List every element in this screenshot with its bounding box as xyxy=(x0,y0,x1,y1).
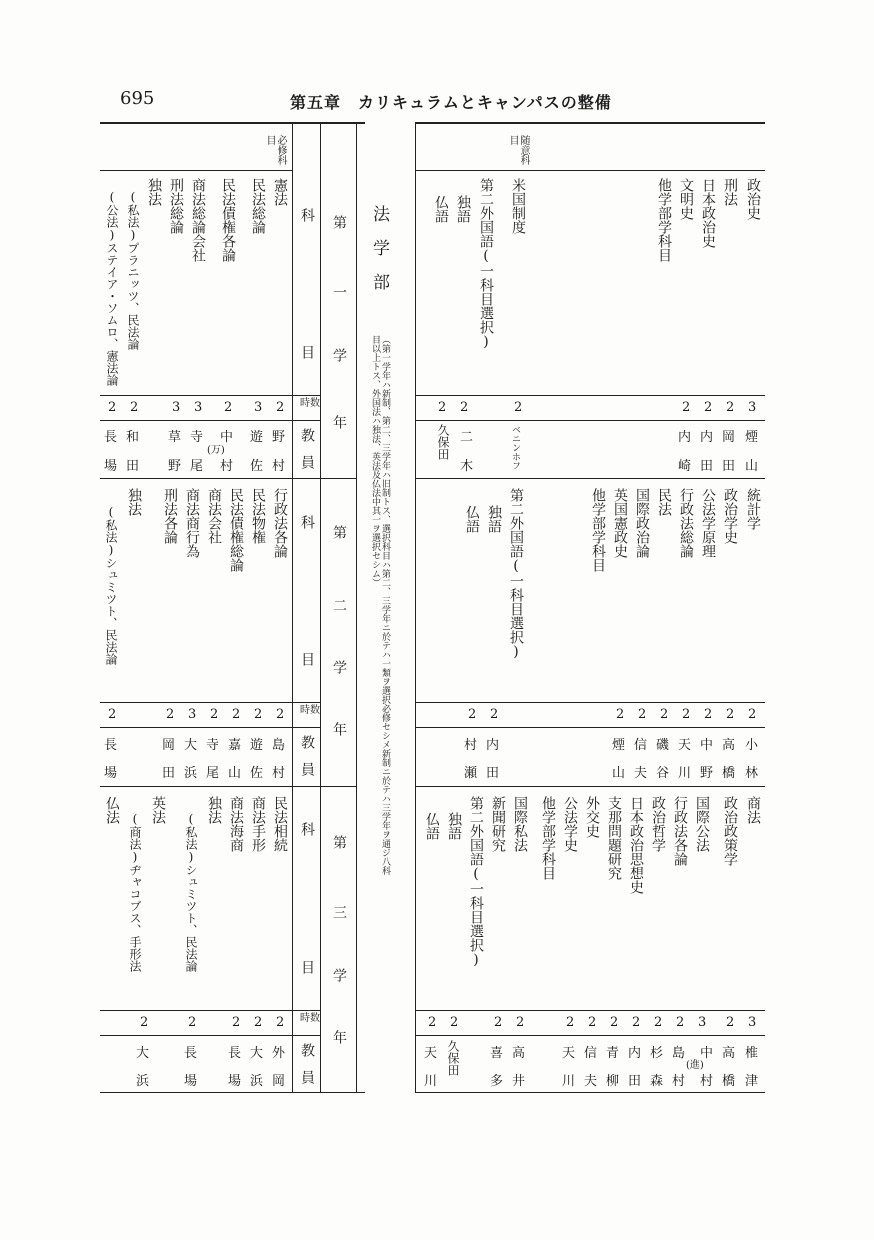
y3-elec-subject: 国際公法 xyxy=(694,796,710,852)
y2-req-subject: 刑法各論 xyxy=(162,488,178,544)
right-table-top-rule xyxy=(415,122,765,124)
y3-req-teacher: 長 xyxy=(184,1046,198,1061)
y3-elec-subject: 公法学史 xyxy=(562,796,578,852)
y3-req-teacher: 場 xyxy=(184,1074,198,1089)
y1-elec-subject: 刑法 xyxy=(722,178,738,206)
col-header-subject-y2: 科 xyxy=(299,515,315,529)
y2-req-hours: 2 xyxy=(210,707,219,722)
y3-elec-hours: 3 xyxy=(748,1015,757,1030)
y2-elec-hours: 2 xyxy=(468,707,477,722)
y3-req-teacher: 大 xyxy=(250,1046,264,1061)
y1-elec-hours: 3 xyxy=(748,400,757,415)
y1-req-teacher: 佐 xyxy=(250,459,264,474)
right-hours-rule-y1 xyxy=(415,395,765,396)
y2-elec-subject: 民法 xyxy=(656,488,672,516)
y2-req-subject: 民法物権 xyxy=(250,488,266,544)
col-header-teacher-y3: 教 xyxy=(299,1043,315,1057)
y1-elec-subject: 他学部学科目 xyxy=(656,178,672,262)
y3-elec-hours: 2 xyxy=(588,1015,597,1030)
y3-req-teacher: 場 xyxy=(228,1074,242,1089)
y2-elec-teacher: 村 xyxy=(464,738,478,753)
y2-elec-teacher: 煙 xyxy=(612,738,626,753)
y3-req-subject: 商法手形 xyxy=(250,796,266,852)
y1-elec-hours: 2 xyxy=(460,400,469,415)
y2-req-hours: 2 xyxy=(254,707,263,722)
y1-elec-subject: 日本政治史 xyxy=(700,178,716,248)
y2-req-hours: 2 xyxy=(276,707,285,722)
y3-elec-subject: 日本政治思想史 xyxy=(628,796,644,894)
y3-elec-teacher: 川 xyxy=(562,1074,576,1089)
y2-req-hours: 2 xyxy=(108,707,117,722)
y3-req-teacher: 外 xyxy=(272,1046,286,1061)
y2-req-subject: 商法商行為 xyxy=(184,488,200,558)
y2-elec-subject: 政治学史 xyxy=(722,488,738,544)
y1-req-subject: 刑法総論 xyxy=(168,178,184,234)
y1-elec-teacher: 煙 xyxy=(745,430,759,445)
y3-elec-subject: 商法 xyxy=(745,796,761,824)
y1-req-hours: 2 xyxy=(276,400,285,415)
left-hours-rule-y2b xyxy=(100,727,320,728)
right-year-sep-1 xyxy=(415,478,765,479)
y2-req-teacher: 嘉 xyxy=(228,738,242,753)
y3-elec-hours: 2 xyxy=(428,1015,437,1030)
y2-elec-teacher: 天 xyxy=(678,738,692,753)
y3-elec-teacher: 橋 xyxy=(722,1074,736,1089)
year2-label-d: 年 xyxy=(331,722,347,736)
y3-elec-teacher: 内 xyxy=(628,1046,642,1061)
y2-elec-teacher: 信 xyxy=(634,738,648,753)
y1-elec-teacher: 内 xyxy=(700,430,714,445)
right-table-bottom-rule xyxy=(415,1092,765,1093)
y1-req-teacher: 長 xyxy=(104,430,118,445)
y2-req-teacher: 浜 xyxy=(184,766,198,781)
y1-req-subject: (私法)プラニッツ、民法論 xyxy=(126,190,140,350)
y2-elec-teacher: 谷 xyxy=(656,766,670,781)
y3-req-teacher: 長 xyxy=(228,1046,242,1061)
col-header-teacher2-y1: 員 xyxy=(299,455,315,469)
y3-elec-subject: 新聞研究 xyxy=(490,796,506,852)
y1-elec-subject: 米国制度 xyxy=(510,178,526,234)
y2-elec-teacher: 山 xyxy=(612,766,626,781)
y1-elec-subject: 政治史 xyxy=(745,178,761,220)
y3-elec-teacher: 高 xyxy=(722,1046,736,1061)
year2-label-b: 二 xyxy=(331,598,347,612)
y3-elec-hours: 2 xyxy=(516,1015,525,1030)
year1-label-d: 年 xyxy=(331,415,347,429)
y1-req-teacher: 野 xyxy=(168,459,182,474)
y1-elec-hours: 2 xyxy=(514,400,523,415)
y1-elec-hours: 2 xyxy=(704,400,713,415)
left-hours-rule-y3 xyxy=(100,1010,320,1011)
y1-req-teacher: 遊 xyxy=(250,430,264,445)
y3-elec-teacher: 夫 xyxy=(584,1074,598,1089)
y2-elec-hours: 2 xyxy=(616,707,625,722)
right-hours-rule-y2 xyxy=(415,702,765,703)
y2-elec-subject: 独語 xyxy=(486,505,502,533)
right-hours-rule-y3b xyxy=(415,1035,765,1036)
col-header-teacher-y1: 教 xyxy=(299,428,315,442)
y2-elec-teacher: 田 xyxy=(486,766,500,781)
y3-elec-subject: 政治政策学 xyxy=(722,796,738,866)
y1-elec-teacher: 田 xyxy=(722,459,736,474)
y1-elec-teacher: 木 xyxy=(460,459,474,474)
y2-req-teacher: 山 xyxy=(228,766,242,781)
y3-elec-teacher: 天 xyxy=(424,1046,438,1061)
y3-req-teacher: 岡 xyxy=(272,1074,286,1089)
y1-elec-teacher: 岡 xyxy=(722,430,736,445)
y3-elec-hours: 2 xyxy=(450,1015,459,1030)
left-year-sep-2 xyxy=(100,786,356,787)
y1-elec-teacher: 田 xyxy=(700,459,714,474)
y3-elec-hours: 2 xyxy=(494,1015,503,1030)
y1-req-subject: 商法総論会社 xyxy=(190,178,206,262)
y3-elec-teacher: 津 xyxy=(745,1074,759,1089)
y1-elec-teacher: 山 xyxy=(745,459,759,474)
year3-label-b: 三 xyxy=(331,905,347,919)
right-year-sep-2 xyxy=(415,786,765,787)
y3-elec-subject: 行政法各論 xyxy=(672,796,688,866)
y2-elec-teacher: 川 xyxy=(678,766,692,781)
y2-req-teacher: 長 xyxy=(104,738,118,753)
y3-elec-teacher: 井 xyxy=(512,1074,526,1089)
year1-label-b: 一 xyxy=(331,285,347,299)
y3-elec-teacher: 島 xyxy=(672,1046,686,1061)
right-hours-rule-y1b xyxy=(415,420,765,421)
y3-elec-teacher: 杉 xyxy=(650,1046,664,1061)
y2-req-teacher: 佐 xyxy=(250,766,264,781)
y1-req-teacher: 尾 xyxy=(190,459,204,474)
y1-req-hours: 2 xyxy=(130,400,139,415)
y1-elec-hours: 2 xyxy=(438,400,447,415)
y2-req-teacher: 遊 xyxy=(250,738,264,753)
right-hours-rule-y2b xyxy=(415,727,765,728)
y2-elec-subject: 統計学 xyxy=(745,488,761,530)
y1-req-hours: 3 xyxy=(172,400,181,415)
y2-elec-hours: 2 xyxy=(490,707,499,722)
y2-req-teacher: 寺 xyxy=(206,738,220,753)
y3-elec-teacher: 信 xyxy=(584,1046,598,1061)
y1-elec-hours: 2 xyxy=(726,400,735,415)
y3-elec-teacher: 田 xyxy=(628,1074,642,1089)
y2-elec-teacher: 夫 xyxy=(634,766,648,781)
y1-elec-teacher: 久保田 xyxy=(436,424,450,460)
y3-req-hours: 2 xyxy=(232,1015,241,1030)
y2-elec-subject: 仏語 xyxy=(464,505,480,533)
y3-elec-subject: 国際私法 xyxy=(512,796,528,852)
y3-elec-subject: 支那問題研究 xyxy=(606,796,622,880)
y2-elec-subject: 国際政治論 xyxy=(634,488,650,558)
y3-elec-teacher: 多 xyxy=(490,1074,504,1089)
left-hours-rule-y1b xyxy=(100,420,320,421)
y2-req-hours: 2 xyxy=(232,707,241,722)
y2-elec-teacher: 橋 xyxy=(722,766,736,781)
y3-elec-teacher: (進) xyxy=(686,1060,704,1071)
col-header-hours-y1: 時数 xyxy=(300,398,320,409)
y1-req-teacher: 場 xyxy=(104,459,118,474)
right-hours-rule-y3 xyxy=(415,1010,765,1011)
y1-req-hours: 2 xyxy=(224,400,233,415)
y2-elec-subject: 公法学原理 xyxy=(700,488,716,558)
y1-elec-subject: 独語 xyxy=(455,195,471,223)
y3-req-hours: 2 xyxy=(276,1015,285,1030)
y1-elec-subject: 第二外国語(一科目選択) xyxy=(478,178,494,350)
y1-req-teacher: 中 xyxy=(220,430,234,445)
y3-elec-teacher: 青 xyxy=(606,1046,620,1061)
y3-req-subject: 商法海商 xyxy=(228,796,244,852)
y2-elec-subject: 英国憲政史 xyxy=(612,488,628,558)
y1-elec-teacher: ベニンホフ xyxy=(510,425,520,470)
y3-elec-subject: 独語 xyxy=(446,812,462,840)
y2-elec-teacher: 中 xyxy=(700,738,714,753)
y3-elec-hours: 3 xyxy=(698,1015,707,1030)
y3-elec-teacher: 柳 xyxy=(606,1074,620,1089)
faculty-title: 法 学 部 xyxy=(369,205,389,290)
y3-elec-teacher: 喜 xyxy=(490,1046,504,1061)
required-label: 必修科目 xyxy=(264,135,286,165)
y3-req-subject: 民法相続 xyxy=(272,796,288,852)
y3-elec-subject: 他学部学科目 xyxy=(540,796,556,880)
y2-elec-subject: 第二外国語(一科目選択) xyxy=(508,488,524,660)
y3-req-teacher: 大 xyxy=(136,1046,150,1061)
y2-req-teacher: 尾 xyxy=(206,766,220,781)
left-col-rule-2 xyxy=(320,122,321,1092)
left-col-rule-3 xyxy=(356,122,357,1092)
y1-req-hours: 3 xyxy=(254,400,263,415)
y2-req-subject: 独法 xyxy=(126,488,142,516)
y2-elec-teacher: 内 xyxy=(486,738,500,753)
y2-elec-teacher: 野 xyxy=(700,766,714,781)
y2-req-teacher: 田 xyxy=(162,766,176,781)
y2-elec-hours: 2 xyxy=(704,707,713,722)
y2-elec-hours: 2 xyxy=(660,707,669,722)
left-year-sep-1 xyxy=(100,478,356,479)
col-header-hours-y3: 時数 xyxy=(300,1013,320,1024)
y2-req-subject: 行政法各論 xyxy=(272,488,288,558)
y3-elec-hours: 2 xyxy=(632,1015,641,1030)
y3-elec-teacher: 川 xyxy=(424,1074,438,1089)
y3-req-subject: (商法)ヂャコブス、手形法 xyxy=(128,812,142,972)
y2-req-hours: 2 xyxy=(166,707,175,722)
y3-elec-subject: 外交史 xyxy=(584,796,600,838)
chapter-title: 第五章 カリキュラムとキャンパスの整備 xyxy=(290,93,612,112)
year3-label-c: 学 xyxy=(331,968,347,982)
y3-elec-teacher: 中 xyxy=(700,1046,714,1061)
y3-elec-teacher: 森 xyxy=(650,1074,664,1089)
col-header-subject2-y1: 目 xyxy=(299,345,315,359)
col-header-teacher-y2: 教 xyxy=(299,735,315,749)
y1-req-teacher: 野 xyxy=(272,430,286,445)
y1-elec-subject: 文明史 xyxy=(678,178,694,220)
y3-req-hours: 2 xyxy=(254,1015,263,1030)
y2-elec-teacher: 小 xyxy=(745,738,759,753)
y2-elec-subject: 他学部学科目 xyxy=(590,488,606,572)
y3-elec-hours: 2 xyxy=(726,1015,735,1030)
y3-req-subject: (私法)シュミツト、民法論 xyxy=(184,812,198,972)
y3-elec-teacher: 椎 xyxy=(745,1046,759,1061)
y2-elec-hours: 2 xyxy=(682,707,691,722)
y2-req-teacher: 島 xyxy=(272,738,286,753)
y3-elec-subject: 仏語 xyxy=(424,812,440,840)
col-header-teacher2-y3: 員 xyxy=(299,1070,315,1084)
y3-elec-subject: 政治哲学 xyxy=(650,796,666,852)
y3-elec-hours: 2 xyxy=(654,1015,663,1030)
col-header-subject2-y2: 目 xyxy=(299,652,315,666)
year2-label-c: 学 xyxy=(331,660,347,674)
y2-elec-subject: 行政法総論 xyxy=(678,488,694,558)
y3-elec-teacher: 久保田 xyxy=(446,1040,460,1076)
y3-req-hours: 2 xyxy=(188,1015,197,1030)
y3-elec-subject: 第二外国語(一科目選択) xyxy=(468,796,484,968)
y1-req-teacher: 田 xyxy=(126,459,140,474)
year1-label-a: 第 xyxy=(331,215,347,229)
y3-elec-teacher: 天 xyxy=(562,1046,576,1061)
y2-req-teacher: 場 xyxy=(104,766,118,781)
y3-elec-teacher: 村 xyxy=(672,1074,686,1089)
y3-req-hours: 2 xyxy=(140,1015,149,1030)
y2-req-hours: 3 xyxy=(188,707,197,722)
left-hours-rule-y1 xyxy=(100,395,320,396)
col-header-subject-y3: 科 xyxy=(299,822,315,836)
y3-elec-hours: 2 xyxy=(676,1015,685,1030)
y3-req-teacher: 浜 xyxy=(250,1074,264,1089)
y1-req-hours: 3 xyxy=(194,400,203,415)
right-header-rule xyxy=(415,170,765,171)
left-hours-rule-y3b xyxy=(100,1035,320,1036)
y2-req-teacher: 村 xyxy=(272,766,286,781)
y2-elec-hours: 2 xyxy=(726,707,735,722)
y1-req-subject: 憲法 xyxy=(272,178,288,206)
y1-req-subject: 民法総論 xyxy=(250,178,266,234)
y2-req-teacher: 大 xyxy=(184,738,198,753)
col-header-teacher2-y2: 員 xyxy=(299,762,315,776)
y2-elec-teacher: 瀬 xyxy=(464,766,478,781)
y3-elec-teacher: 村 xyxy=(700,1074,714,1089)
y1-req-teacher: 和 xyxy=(126,430,140,445)
y1-req-subject: 民法債権各論 xyxy=(220,178,236,262)
y1-req-teacher: 村 xyxy=(272,459,286,474)
left-hours-rule-y2 xyxy=(100,702,320,703)
y2-elec-teacher: 磯 xyxy=(656,738,670,753)
y3-req-teacher: 浜 xyxy=(136,1074,150,1089)
y1-req-subject: 独法 xyxy=(146,178,162,206)
y3-req-subject: 仏法 xyxy=(104,796,120,824)
y1-elec-subject: 仏語 xyxy=(433,195,449,223)
y2-req-teacher: 岡 xyxy=(162,738,176,753)
year3-label-d: 年 xyxy=(331,1030,347,1044)
right-left-edge xyxy=(415,122,416,1092)
left-col-rule-1 xyxy=(292,122,293,1092)
y2-elec-teacher: 高 xyxy=(722,738,736,753)
col-header-hours-y2: 時数 xyxy=(300,705,320,716)
y1-elec-teacher: 二 xyxy=(460,430,474,445)
y1-req-hours: 2 xyxy=(108,400,117,415)
y1-elec-teacher: 崎 xyxy=(678,459,692,474)
y1-req-teacher: 村 xyxy=(220,459,234,474)
faculty-note: （第一学年ハ新制、第二、三学年ハ旧制トス、選択科目ハ第二、三学年ニ於テハ一類ヲ選択必修セシメ新制ニ於テハ三学年ヲ通ジ八科目以上トス、外国法ハ独法、英法及仏法中其一ヲ選択セシム） xyxy=(370,335,390,875)
left-table-top-rule xyxy=(100,122,365,124)
y3-elec-teacher: 高 xyxy=(512,1046,526,1061)
y2-req-subject: 商法会社 xyxy=(206,488,222,544)
y1-elec-hours: 2 xyxy=(682,400,691,415)
left-header-rule xyxy=(100,170,292,171)
y2-req-subject: (私法)シュミツト、民法論 xyxy=(104,505,118,665)
col-header-subject2-y3: 目 xyxy=(299,960,315,974)
y2-req-subject: 民法債権総論 xyxy=(228,488,244,572)
y2-elec-teacher: 林 xyxy=(745,766,759,781)
y3-req-subject: 英法 xyxy=(150,796,166,824)
y1-req-subject: (公法)ステイア・ソムロ、憲法論 xyxy=(105,190,119,386)
y1-elec-teacher: 内 xyxy=(678,430,692,445)
y3-elec-hours: 2 xyxy=(610,1015,619,1030)
year3-label-a: 第 xyxy=(331,835,347,849)
y3-elec-hours: 2 xyxy=(566,1015,575,1030)
y3-req-subject: 独法 xyxy=(206,796,222,824)
col-header-subject-y1: 科 xyxy=(299,208,315,222)
year2-label-a: 第 xyxy=(331,525,347,539)
y2-elec-hours: 2 xyxy=(638,707,647,722)
y2-elec-hours: 2 xyxy=(748,707,757,722)
y1-req-teacher: 寺 xyxy=(190,430,204,445)
y1-req-teacher: 草 xyxy=(168,430,182,445)
year1-label-c: 学 xyxy=(331,348,347,362)
y1-req-teacher: (万) xyxy=(207,445,225,456)
left-table-bottom-rule xyxy=(100,1092,365,1093)
page-number: 695 xyxy=(120,88,155,109)
elective-label: 随意科目 xyxy=(507,135,529,165)
